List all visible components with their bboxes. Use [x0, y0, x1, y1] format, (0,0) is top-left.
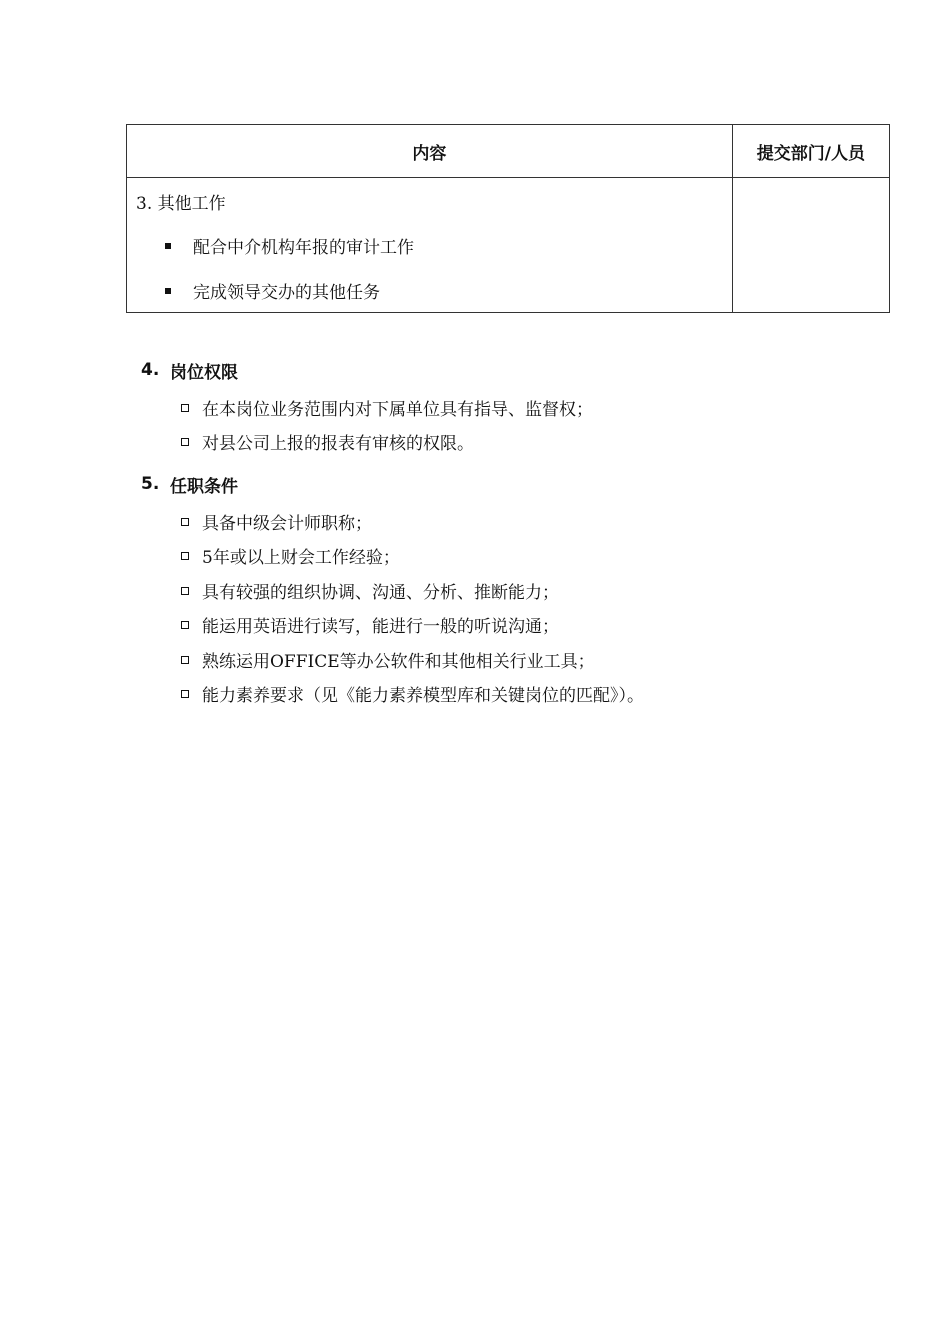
list-item — [165, 233, 414, 258]
list-item-text: 能力素养要求（见《能力素养模型库和关键岗位的匹配》）。 — [202, 686, 644, 706]
checkbox-bullet-icon — [181, 438, 189, 446]
section-title — [141, 472, 238, 496]
list-item — [181, 395, 593, 420]
list-item-text: 具有较强的组织协调、沟通、分析、推断能力； — [202, 583, 559, 603]
list-item-text: 能运用英语进行读写，能进行一般的听说沟通； — [202, 617, 559, 637]
list-item-text: 5年或以上财会工作经验； — [202, 548, 400, 568]
list-item-text: 对县公司上报的报表有审核的权限。 — [202, 434, 474, 454]
list-item-text: 具备中级会计师职称； — [202, 514, 372, 534]
list-item — [181, 509, 372, 534]
list-item-text: 在本岗位业务范围内对下属单位具有指导、监督权； — [202, 400, 593, 420]
list-item-text: 配合中介机构年报的审计工作 — [193, 238, 414, 258]
duties-table — [126, 124, 890, 313]
row-heading: 3. 其他工作 — [136, 194, 226, 214]
table-header-row — [127, 125, 890, 178]
section-number: 4. — [141, 360, 160, 380]
list-item-text: 完成领导交办的其他任务 — [193, 283, 380, 303]
list-item — [181, 543, 400, 568]
checkbox-bullet-icon — [181, 518, 189, 526]
header-department: 提交部门/人员 — [732, 125, 889, 178]
checkbox-bullet-icon — [181, 587, 189, 595]
checkbox-bullet-icon — [181, 656, 189, 664]
content-cell — [127, 178, 733, 313]
list-item — [165, 278, 380, 303]
section-title-text: 岗位权限 — [170, 362, 238, 383]
table-row — [127, 178, 890, 313]
header-content: 内容 — [127, 125, 733, 178]
list-item — [181, 429, 474, 454]
list-item — [181, 681, 644, 706]
list-item-text: 熟练运用OFFICE等办公软件和其他相关行业工具； — [202, 652, 595, 672]
square-bullet-icon — [165, 288, 171, 294]
square-bullet-icon — [165, 243, 171, 249]
list-item — [181, 647, 595, 672]
checkbox-bullet-icon — [181, 552, 189, 560]
section-number: 5. — [141, 474, 160, 494]
list-item — [181, 612, 559, 637]
checkbox-bullet-icon — [181, 690, 189, 698]
checkbox-bullet-icon — [181, 621, 189, 629]
section-qualifications — [141, 472, 644, 706]
list-item — [181, 578, 559, 603]
checkbox-bullet-icon — [181, 404, 189, 412]
section-title-text: 任职条件 — [170, 476, 238, 497]
section-authority — [141, 358, 593, 454]
section-title — [141, 358, 238, 382]
department-cell — [732, 178, 889, 313]
